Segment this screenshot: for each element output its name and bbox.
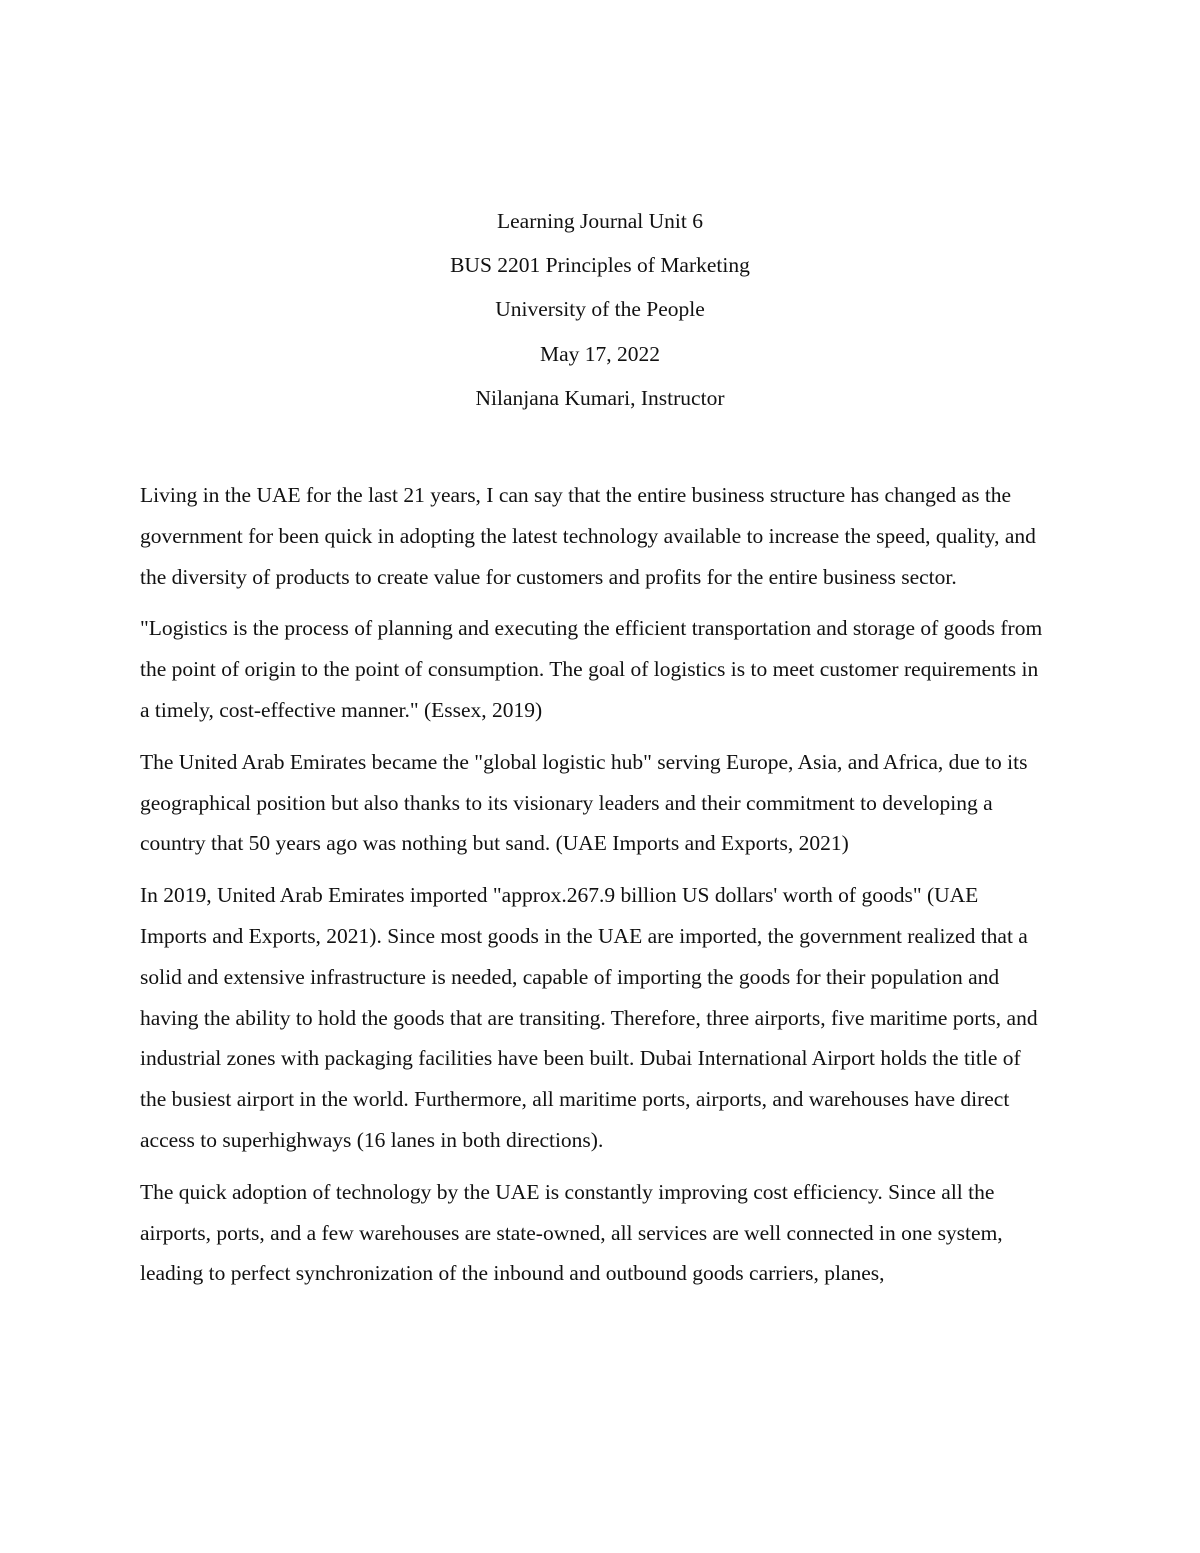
paragraph-logistics-quote: "Logistics is the process of planning and executing the efficient transportation and storage of goods from the point of origin to the point of consumption. The goal of logistics is to meet customer requirements in a timely, cost-effective manner." (Essex, 2019) bbox=[140, 616, 1043, 722]
paragraph-logistic-hub: The United Arab Emirates became the "global logistic hub" serving Europe, Asia, and Africa, due to its geographical position but also thanks to its visionary leaders and their commitment to developing a country that 50 years ago was nothing but sand. (UAE Imports and Exports, 2021) bbox=[140, 749, 1028, 856]
instructor-name: Nilanjana Kumari, Instructor bbox=[475, 385, 725, 410]
body-text bbox=[140, 475, 1050, 1305]
document-title: Learning Journal Unit 6 bbox=[497, 209, 703, 233]
paragraph-uae-business: Living in the UAE for the last 21 years, I can say that the entire business structure has changed as the government for been quick in adopting the latest technology available to increase the speed, quality, and the diversity of products to create value for customers and profits for the entire business sector. bbox=[140, 483, 1036, 589]
paragraph-imports: In 2019, United Arab Emirates imported "approx.267.9 billion US dollars' worth of goods" (UAE Imports and Exports, 2021). Since most goods in the UAE are imported, the government realized that a solid and extensive infrastructure is needed, capable of importing the goods for their population and having the ability to hold the goods that are transiting. Therefore, three airports, five maritime ports, and industrial zones with packaging facilities have been built. Dubai International Airport holds the title of the busiest airport in the world. Furthermore, all maritime ports, airports, and warehouses have direct access to superhighways (16 lanes in both directions). bbox=[140, 883, 1038, 1152]
paragraph-technology: The quick adoption of technology by the UAE is constantly improving cost efficiency. Since all the airports, ports, and a few warehouses are state-owned, all services are well connected in one system, leading to perfect synchronization of the inbound and outbound goods carriers, planes, bbox=[140, 1179, 1003, 1286]
course-name: BUS 2201 Principles of Marketing bbox=[450, 253, 750, 278]
title-block bbox=[0, 199, 1200, 420]
institution-name: University of the People bbox=[495, 297, 705, 322]
document-date: May 17, 2022 bbox=[539, 341, 661, 366]
